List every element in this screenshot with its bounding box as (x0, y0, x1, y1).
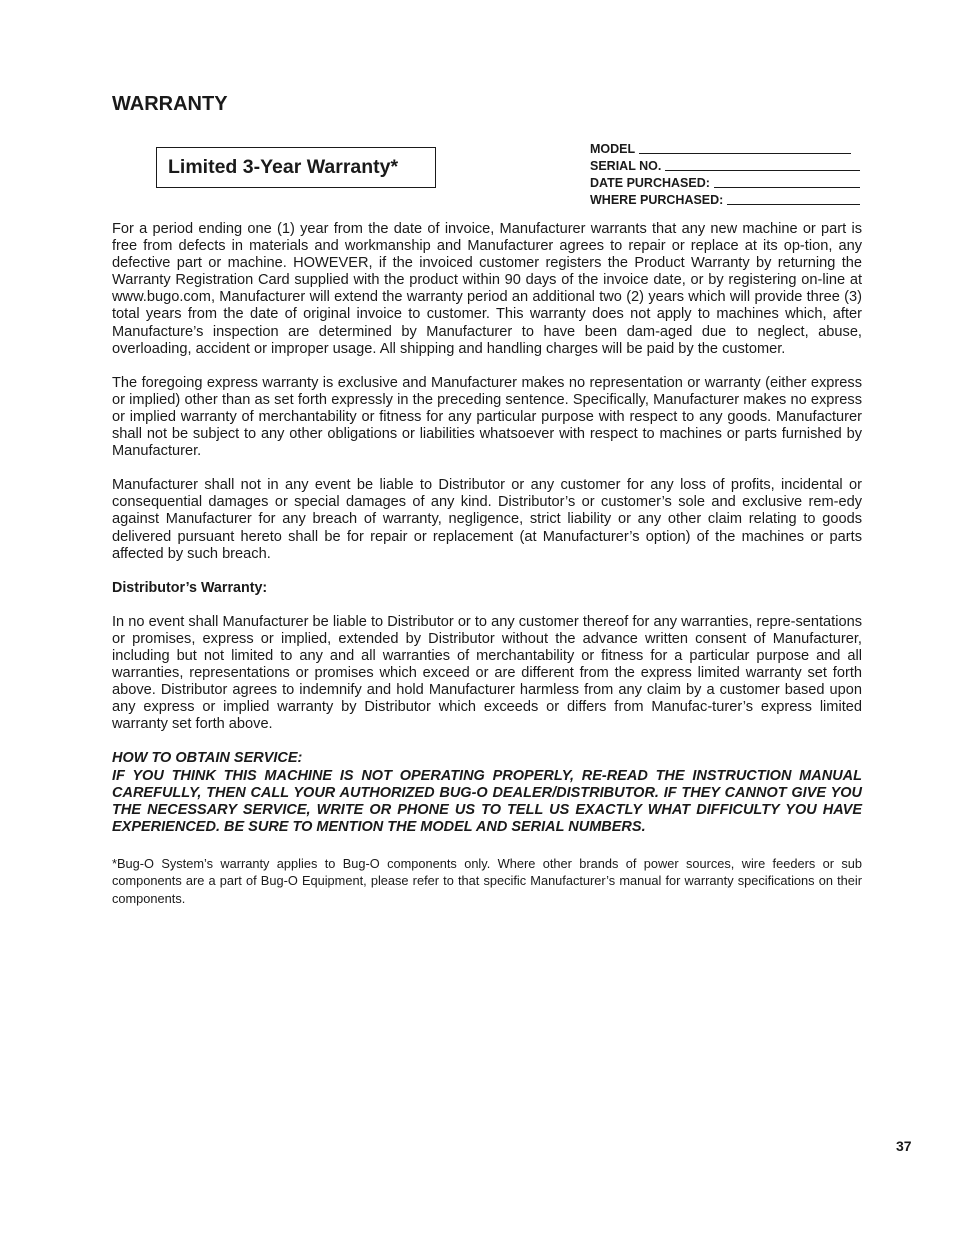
where-blank-line (727, 204, 860, 205)
paragraph-distributor-warranty: In no event shall Manufacturer be liable to Distributor or to any customer thereof for any warranties, repre-sentations or promises, express or implied, extended by Distributor without the advance written consent of Manufacturer, including but not limited to any and all warranties of merchantability or fitness for a particular purpose and all warranties, representations or promises which exceed or are different from the express limited warranty set forth above. Distributor agrees to indemnify and hold Manufacturer harmless from any claim by a customer based upon any express or implied warranty by Distributor which exceeds or differs from Manufac-turer’s express limited warranty set forth above. (112, 613, 862, 733)
serial-field (590, 156, 860, 173)
paragraph-limited-warranty: For a period ending one (1) year from the date of invoice, Manufacturer warrants that any new machine or part is free from defects in materials and workmanship and Manufacturer agrees to repair or replace at its op-tion, any defective part or machine. HOWEVER, if the invoiced customer registers the Product Warranty by returning the Warranty Registration Card supplied with the product within 90 days of the invoice date, or by registering on-line at www.bugo.com, Manufacturer will extend the warranty period an additional two (2) years which will provide three (3) total years from the date of original invoice to customer. This warranty does not apply to machines which, after Manufacture’s inspection are determined by Manufacturer to have been dam-aged due to neglect, abuse, overloading, accident or improper usage. All shipping and handling charges will be paid by the customer. (112, 221, 862, 357)
warranty-body (112, 221, 862, 907)
serial-blank-line (665, 170, 860, 171)
date-field (590, 173, 860, 190)
distributor-warranty-heading: Distributor’s Warranty: (112, 579, 268, 596)
service-instructions (112, 750, 862, 835)
warranty-title-box (156, 147, 436, 188)
date-label: DATE PURCHASED: (590, 176, 710, 190)
service-heading: HOW TO OBTAIN SERVICE: (112, 750, 303, 767)
model-blank-line (639, 153, 851, 154)
footnote: *Bug-O System’s warranty applies to Bug-O components only. Where other brands of power sources, wire feeders or sub components are a part of Bug-O Equipment, please refer to that specific Manufacturer’s manual for warranty specifications on their components. (112, 855, 862, 906)
page-title: WARRANTY (112, 93, 228, 115)
service-text: IF YOU THINK THIS MACHINE IS NOT OPERATING PROPERLY, RE-READ THE INSTRUCTION MANUAL CAREFULLY, THEN CALL YOUR AUTHORIZED BUG-O DEALER/DISTRIBUTOR. IF THEY CANNOT GIVE YOU THE NECESSARY SERVICE, WRITE OR PHONE US TO TELL US EXACTLY WHAT DIFFICULTY YOU HAVE EXPERIENCED. BE SURE TO MENTION THE MODEL AND SERIAL NUMBERS. (112, 767, 862, 835)
registration-fields (590, 139, 860, 207)
warranty-title: Limited 3-Year Warranty* (168, 156, 399, 178)
where-field (590, 190, 860, 207)
serial-label: SERIAL NO. (590, 159, 662, 173)
page-number: 37 (896, 1138, 912, 1154)
where-label: WHERE PURCHASED: (590, 193, 724, 207)
date-blank-line (714, 187, 860, 188)
paragraph-liability: Manufacturer shall not in any event be liable to Distributor or any customer for any loss of profits, incidental or consequential damages or special damages of any kind. Distributor’s or customer’s sole and exclusive rem-edy against Manufacturer for any breach of warranty, negligence, strict liability or any other claim relating to goods delivered pursuant hereto shall be for repair or replacement (at Manufacturer’s option) of the machines or parts affected by such breach. (112, 477, 862, 562)
model-field (590, 139, 860, 156)
paragraph-express-warranty: The foregoing express warranty is exclusive and Manufacturer makes no representation or warranty (either express or implied) other than as set forth expressly in the preceding sentence. Specifically, Manufacturer makes no express or implied warranty of merchantability or fitness for any particular purpose with respect to any goods. Manufacturer shall not be subject to any other obligations or liabilities whatsoever with respect to machines or parts furnished by Manufacturer. (112, 374, 862, 460)
model-label: MODEL (590, 142, 636, 156)
